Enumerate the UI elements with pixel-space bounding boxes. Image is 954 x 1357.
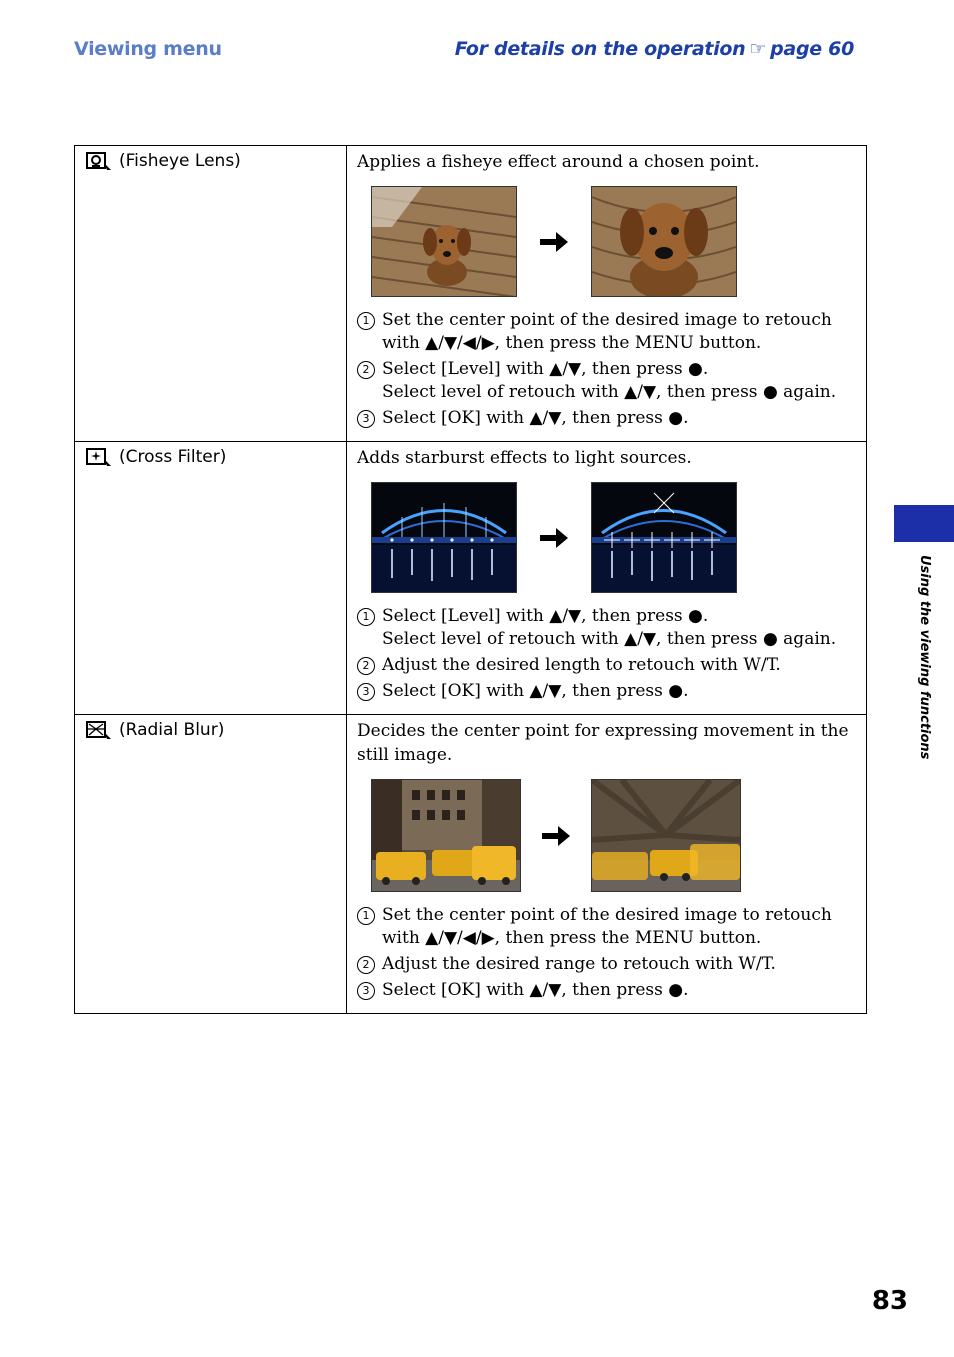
step-number-badge: 3	[357, 410, 375, 428]
step-subtext: Select level of retouch with ▲/▼, then press ● again.	[382, 382, 837, 402]
list-item	[357, 904, 856, 950]
effect-description: Decides the center point for expressing movement in the still image.	[357, 721, 849, 765]
cross-filter-icon	[85, 446, 113, 468]
step-number-badge: 3	[357, 683, 375, 701]
step-number-badge: 3	[357, 982, 375, 1000]
table-row	[75, 442, 867, 715]
effect-description-cell	[347, 146, 867, 442]
step-number-badge: 2	[357, 657, 375, 675]
steps-list	[357, 904, 856, 1002]
step-number-badge: 1	[357, 312, 375, 330]
example-photos	[371, 482, 856, 593]
table-row	[75, 715, 867, 1014]
step-text: Adjust the desired range to retouch with W/T.	[382, 954, 776, 974]
table-row	[75, 146, 867, 442]
details-page-link[interactable]: page 60	[770, 38, 854, 60]
step-text: Select [OK] with ▲/▼, then press ●.	[382, 980, 689, 1000]
effect-name-cell	[75, 715, 347, 1014]
before-photo-bridge	[371, 482, 517, 593]
steps-list	[357, 605, 856, 703]
effect-description: Applies a fisheye effect around a chosen point.	[357, 152, 760, 172]
after-photo-taxis-radial-blur	[591, 779, 741, 892]
list-item	[357, 358, 856, 404]
example-photos	[371, 186, 856, 297]
details-reference	[455, 38, 854, 60]
list-item	[357, 680, 856, 703]
steps-list	[357, 309, 856, 430]
details-prefix: For details on the operation	[454, 38, 746, 60]
effect-name-cell	[75, 442, 347, 715]
arrow-right-icon	[538, 230, 570, 254]
arrow-right-icon	[540, 824, 572, 848]
effect-description-cell	[347, 715, 867, 1014]
effect-name: (Radial Blur)	[119, 720, 225, 740]
after-photo-bridge-starburst	[591, 482, 737, 593]
before-photo-dog	[371, 186, 517, 297]
page-number: 83	[871, 1286, 908, 1316]
step-text: Select [Level] with ▲/▼, then press ●.	[382, 606, 709, 626]
before-photo-taxis	[371, 779, 521, 892]
list-item	[357, 979, 856, 1002]
step-text: Set the center point of the desired image to retouch with ▲/▼/◀/▶, then press the MENU button.	[382, 905, 832, 948]
retouch-effects-table	[74, 145, 867, 1014]
after-photo-dog-fisheye	[591, 186, 737, 297]
list-item	[357, 309, 856, 355]
list-item	[357, 953, 856, 976]
list-item	[357, 407, 856, 430]
effect-description-cell	[347, 442, 867, 715]
step-number-badge: 2	[357, 361, 375, 379]
step-subtext: Select level of retouch with ▲/▼, then press ● again.	[382, 629, 837, 649]
radial-blur-icon	[85, 719, 113, 741]
fisheye-lens-icon	[85, 150, 113, 172]
step-text: Set the center point of the desired image to retouch with ▲/▼/◀/▶, then press the MENU button.	[382, 310, 832, 353]
example-photos	[371, 779, 856, 892]
list-item	[357, 654, 856, 677]
step-text: Adjust the desired length to retouch with W/T.	[382, 655, 781, 675]
step-text: Select [OK] with ▲/▼, then press ●.	[382, 681, 689, 701]
section-title: Viewing menu	[74, 38, 222, 60]
step-text: Select [OK] with ▲/▼, then press ●.	[382, 408, 689, 428]
step-number-badge: 2	[357, 956, 375, 974]
effect-name: (Cross Filter)	[119, 447, 227, 467]
list-item	[357, 605, 856, 651]
arrow-right-icon	[538, 526, 570, 550]
effect-name-cell	[75, 146, 347, 442]
effect-description: Adds starburst effects to light sources.	[357, 448, 692, 468]
reference-icon: ☞	[749, 38, 767, 60]
chapter-tab	[894, 505, 954, 542]
chapter-label: Using the viewing functions	[917, 555, 932, 760]
step-number-badge: 1	[357, 608, 375, 626]
effect-name: (Fisheye Lens)	[119, 151, 241, 171]
step-number-badge: 1	[357, 907, 375, 925]
step-text: Select [Level] with ▲/▼, then press ●.	[382, 359, 709, 379]
